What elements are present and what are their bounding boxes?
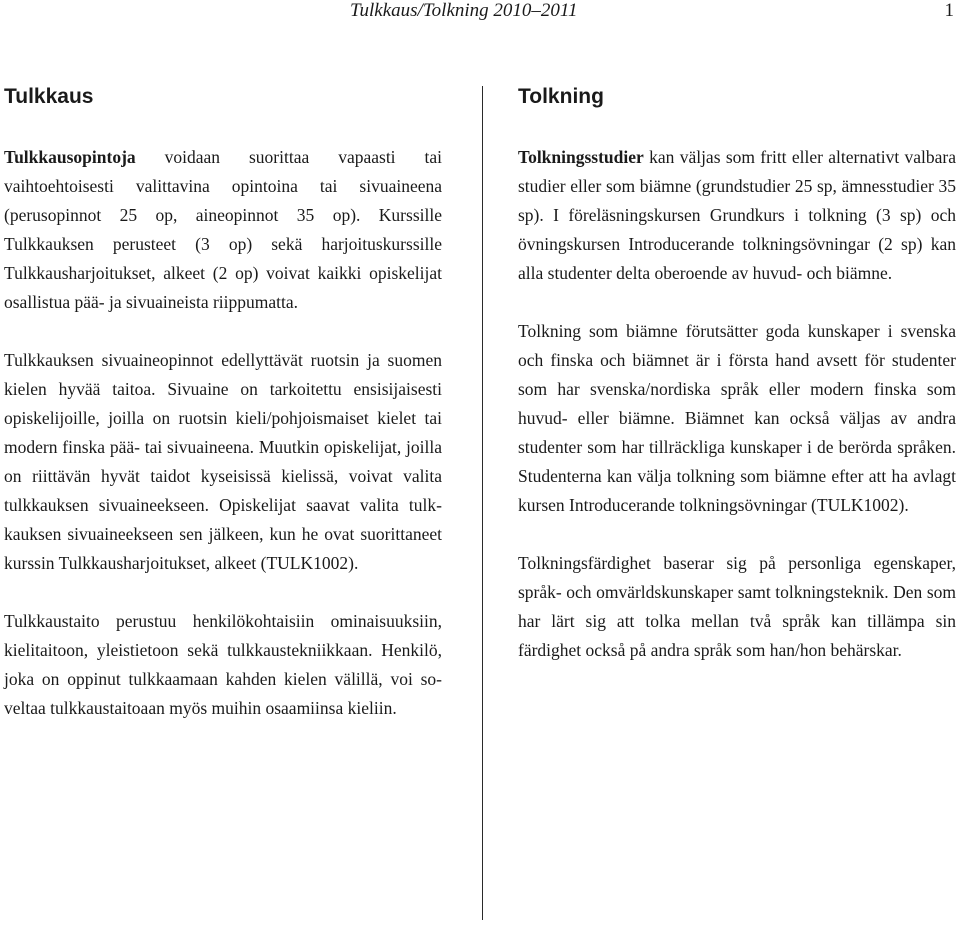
paragraph-studies-intro	[518, 143, 956, 288]
section-heading-tolkning: Tolkning	[518, 85, 604, 108]
section-heading-tulkkaus: Tulkkaus	[4, 85, 94, 108]
lead-term: Tolkningsstudier	[518, 147, 644, 167]
header-title: Tulkkaus/Tolkning 2010–2011	[350, 0, 578, 21]
running-header	[0, 0, 960, 28]
finnish-column	[4, 84, 442, 723]
paragraph-minor-requirements: Tulkkauksen sivuaineopinnot edellyttävät ruotsin ja suomen kielen hyvää taitoa. Sivuaine on tarkoitettu ensisijaisesti opiskelijoille, joilla on ruotsin kieli/pohjoismaiset kielet tai modern finska pää- tai sivuaineena. Muutkin opiskelijat, joilla on riittävän hyvät taidot kyseisissä kielissä, voivat valita tulkkauksen sivuaineekseen. Opiskelijat saavat valita tulkkauksen sivuaineekseen sen jälkeen, kun he ovat suorittaneet kurssin Tulkkausharjoitukset, alkeet (TULK1002).	[4, 350, 442, 573]
paragraph-interpreting-skill: Tolkningsfärdighet baserar sig på personliga egenskaper, språk- och omvärldskunskaper samt tolkningsteknik. Den som har lärt sig att tolka mellan två språk kan tillämpa sin färdighet också på andra språk som han/hon behärskar.	[518, 553, 956, 660]
paragraph-interpreting-skill: Tulkkaustaito perustuu henkilökohtaisiin ominaisuuksiin, kielitaitoon, yleistietoon sekä tulkkaustekniikkaan. Henkilö, joka on oppinut tulkkaamaan kahden kielen välillä, voi soveltaa tulkkaustaitoaan myös muihin osaamiinsa kieliin.	[4, 611, 442, 718]
paragraph-minor-requirements: Tolkning som biämne förutsätter goda kunskaper i svenska och finska och biämnet är i första hand avsett för studenter som har svenska/nordiska språk eller modern finska som huvud- eller biämne. Biämnet kan också väljas av andra studenter som har tillräckliga kunskaper i de berörda språken. Studenterna kan välja tolkning som biämne efter att ha avlagt kursen Introducerande tolkningsövningar (TULK1002).	[518, 321, 956, 515]
swedish-column	[518, 84, 956, 665]
paragraph-text: voidaan suorittaa vapaasti tai vaihtoehtoisesti valittavina opintoina tai sivuaineena (perusopinnot 25 op, aineopinnot 35 op). Kurssille Tulkkauksen perusteet (3 op) sekä harjoituskurssille Tulkkausharjoitukset, alkeet (2 op) voivat kaikki opiskelijat osallistua pää- ja sivuaineista riippumatta.	[4, 147, 442, 312]
paragraph-studies-intro	[4, 143, 442, 317]
page-number: 1	[944, 0, 954, 21]
column-divider	[482, 86, 483, 920]
lead-term: Tulkkausopintoja	[4, 147, 136, 167]
paragraph-text: kan väljas som fritt eller alternativt valbara studier eller som biämne (grundstudier 25 sp, ämnesstudier 35 sp). I föreläsningskursen Grundkurs i tolkning (3 sp) och övningskursen Introducerande tolkningsövningar (2 sp) kan alla studenter delta oberoende av huvud- och biämne.	[518, 147, 956, 283]
